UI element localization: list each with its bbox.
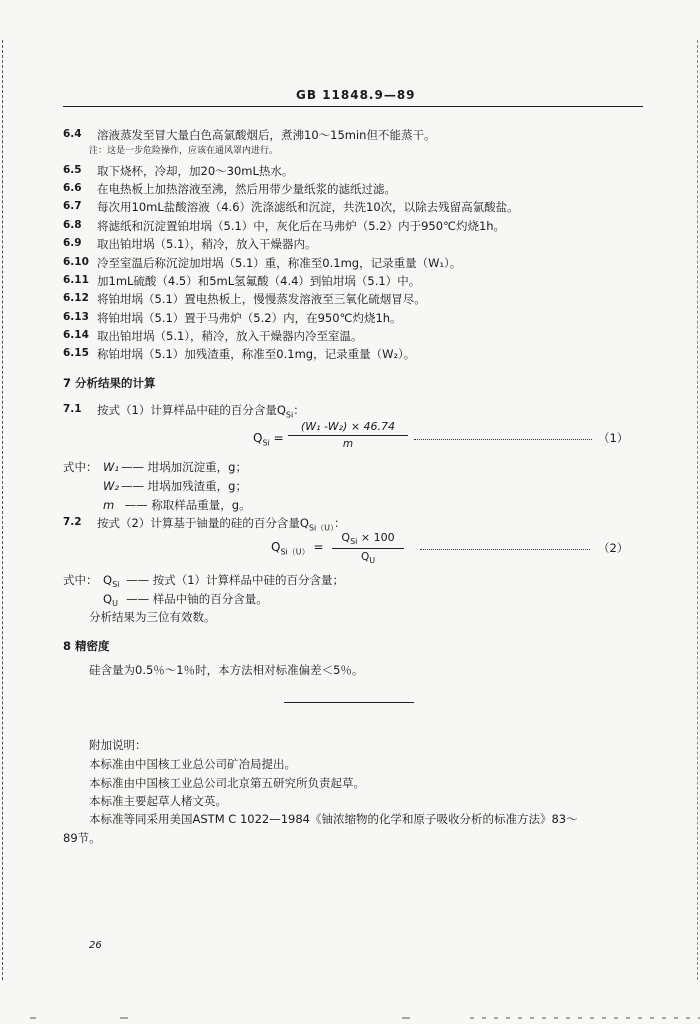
formula-2-sub: Si（U） [280, 547, 310, 557]
step-text: 取出铂坩埚（5.1），稍冷，放入干燥器内冷至室温。 [97, 329, 363, 343]
page-number: 26 [89, 940, 102, 951]
step-number: 6.13 [63, 311, 89, 323]
where-1-item [103, 459, 247, 475]
step-text: 将铂坩埚（5.1）置电热板上，慢慢蒸发溶液至三氧化硫烟冒尽。 [97, 292, 426, 306]
where-1-label: 式中： [63, 460, 98, 474]
formula-2-num-tail: × 100 [360, 531, 395, 544]
clause-7-2-sub: Si（U） [308, 523, 335, 533]
step-number: 6.11 [63, 274, 89, 286]
formula-1-numerator: (W₁ -W₂) × 46.74 [300, 420, 396, 433]
appendix-line: 本标准由中国核工业总公司北京第五研究所负责起草。 [89, 776, 365, 790]
section-8-title: 8 精密度 [63, 639, 110, 653]
significant-figures-note: 分析结果为三位有效数。 [89, 610, 216, 624]
appendix-line: 本标准由中国核工业总公司矿冶局提出。 [89, 757, 296, 771]
formula-2-bar [332, 548, 404, 549]
formula-1-q: Q [253, 431, 263, 445]
formula-2-leader [420, 540, 590, 550]
clause-7-2-body: 按式（2）计算基于铀量的硅的百分含量Q [97, 516, 309, 530]
clause-7-1-number: 7.1 [63, 403, 82, 415]
end-rule [284, 702, 414, 703]
clause-7-2-text [97, 515, 346, 533]
clause-7-1-colon: ： [293, 403, 305, 417]
appendix-title: 附加说明： [89, 738, 147, 752]
formula-2-den-q: Q [360, 551, 370, 564]
appendix-line: 本标准等同采用美国ASTM C 1022—1984《铀浓缩物的化学和原子吸收分析的标准方法》83～ [89, 812, 578, 826]
formula-1-denominator: m [342, 438, 354, 450]
step-text: 取出铂坩埚（5.1），稍冷，放入干燥器内。 [97, 237, 317, 251]
where-2-subscript: Si [112, 580, 120, 590]
where-2-desc: —— 按式（1）计算样品中硅的百分含量； [126, 573, 345, 587]
step-text: 将滤纸和沉淀置铂坩埚（5.1）中，灰化后在马弗炉（5.2）内于950℃灼烧1h。 [97, 219, 506, 233]
where-2-item [103, 572, 344, 589]
formula-2-q: Q [271, 540, 281, 554]
formula-2-den-sub: U [369, 556, 376, 566]
where-1-symbol: W₁ [103, 460, 119, 474]
formula-1-equals: = [273, 431, 284, 445]
step-text: 冷至室温后称沉淀加坩埚（5.1）重，称准至0.1mg，记录重量（W₁）。 [97, 256, 462, 270]
formula-2-numerator [332, 531, 404, 546]
step-text: 在电热板上加热溶液至沸，然后用带少量纸浆的滤纸过滤。 [97, 182, 396, 196]
step-text: 将铂坩埚（5.1）置于马弗炉（5.2）内，在950℃灼烧1h。 [97, 311, 402, 325]
formula-2-equals: = [313, 540, 324, 554]
step-number: 6.7 [63, 200, 82, 212]
where-1-desc: —— 坩埚加沉淀重，g； [121, 460, 247, 474]
step-number: 6.4 [63, 128, 82, 140]
formula-1-number: （1） [598, 431, 629, 445]
formula-2-num-q: Q [341, 531, 351, 544]
step-text: 称铂坩埚（5.1）加残渣重，称准至0.1mg，记录重量（W₂）。 [97, 347, 416, 361]
where-1-symbol: m [103, 498, 115, 512]
standard-number: GB 11848.9—89 [296, 88, 416, 102]
where-1-item [103, 478, 247, 494]
header-rule [63, 106, 643, 107]
formula-2-fraction [332, 531, 404, 565]
clause-7-2-colon: ： [334, 516, 346, 530]
appendix-line: 本标准主要起草人楮文英。 [89, 794, 227, 808]
step-text: 每次用10mL盐酸溶液（4.6）洗涤滤纸和沉淀，共洗10次，以除去残留高氯酸盐。 [97, 200, 519, 214]
where-1-desc: —— 坩埚加残渣重，g； [121, 479, 247, 493]
right-page-edge [697, 40, 698, 980]
where-2-item [103, 591, 268, 608]
appendix-last-line: 89节。 [63, 831, 101, 845]
step-number: 6.5 [63, 164, 82, 176]
left-page-edge [2, 40, 3, 980]
formula-1-lhs [253, 431, 284, 447]
step-number: 6.14 [63, 329, 89, 341]
clause-7-1-sub: Si [285, 410, 294, 420]
step-text: 溶液蒸发至冒大量白色高氯酸烟后，煮沸10～15min但不能蒸干。 [97, 128, 436, 142]
clause-7-1-body: 按式（1）计算样品中硅的百分含量Q [97, 403, 286, 417]
step-text: 取下烧杯，冷却，加20～30mL热水。 [97, 164, 294, 178]
scan-edge-marks [0, 1015, 700, 1021]
step-number: 6.15 [63, 347, 89, 359]
clause-7-2-number: 7.2 [63, 516, 82, 528]
where-2-desc: —— 样品中铀的百分含量。 [126, 592, 268, 606]
formula-1-fraction [288, 420, 408, 450]
formula-2-num-sub: Si [350, 537, 358, 547]
where-1-desc: —— 称取样品重量，g。 [121, 498, 251, 512]
step-number: 6.8 [63, 219, 82, 231]
step-number: 6.10 [63, 256, 89, 268]
where-2-subscript: U [112, 599, 118, 609]
precision-text: 硅含量为0.5％～1％时，本方法相对标准偏差＜5％。 [89, 663, 364, 677]
step-number: 6.12 [63, 292, 89, 304]
formula-2-lhs [271, 540, 324, 557]
where-1-symbol: W₂ [103, 479, 119, 493]
formula-1-bar [288, 435, 408, 436]
step-number: 6.9 [63, 237, 82, 249]
step-6-4-note: 注：这是一步危险操作，应该在通风罩内进行。 [89, 146, 279, 156]
step-number: 6.6 [63, 182, 82, 194]
step-text: 加1mL硫酸（4.5）和5mL氢氟酸（4.4）到铂坩埚（5.1）中。 [97, 274, 421, 288]
formula-2-denominator [332, 551, 404, 565]
where-1-item [103, 497, 251, 513]
where-2-symbol: Q [103, 573, 113, 587]
where-2-label: 式中： [63, 573, 98, 587]
clause-7-1-text [97, 402, 305, 419]
section-7-title: 7 分析结果的计算 [63, 376, 156, 390]
formula-2-number: （2） [598, 541, 629, 555]
formula-1-sub: Si [262, 438, 270, 448]
where-2-symbol: Q [103, 592, 113, 606]
formula-1-leader [414, 430, 592, 440]
